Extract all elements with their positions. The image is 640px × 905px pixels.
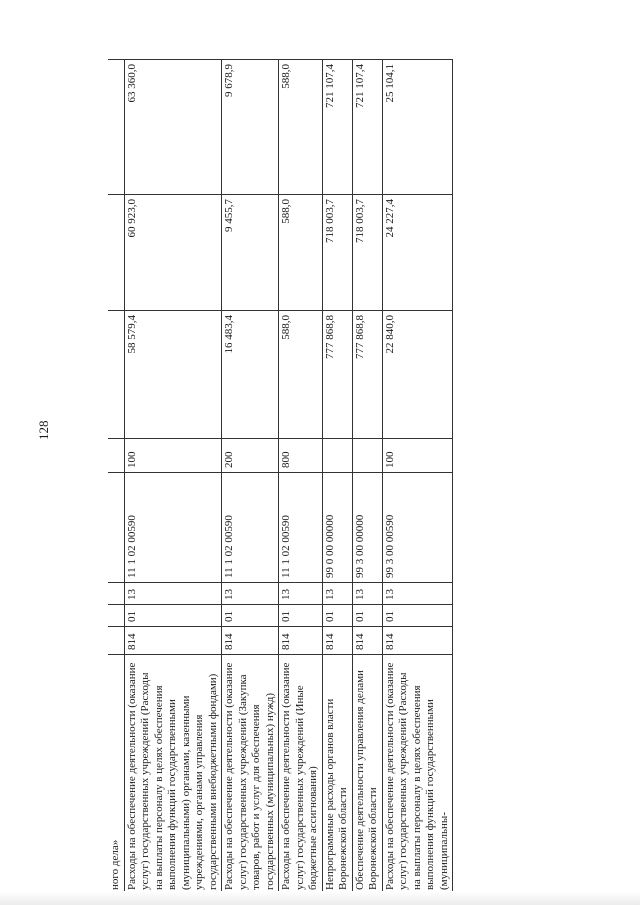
row-name-cell: Расходы на обеспечение деятельности (оказание услуг) государственных учреждений (Закупка товаров, работ и услуг для обеспечения государственных (муниципальных) нужд) (222, 655, 279, 895)
year3-amount-cell: 588,0 (279, 60, 323, 195)
year3-amount-cell: 63 360,0 (124, 60, 222, 195)
pr-cell: 13 (352, 583, 382, 605)
csr-cell: 11 1 02 00590 (222, 473, 279, 583)
gr-cell: 814 (382, 627, 453, 655)
csr-cell: 11 1 02 00590 (124, 473, 222, 583)
row-name-cell: ного дела» (108, 655, 124, 895)
row-name-cell: Расходы на обеспечение деятельности (оказание услуг) государственных учреждений (Иные бюджетные ассигнования) (279, 655, 323, 895)
rz-cell: 01 (322, 605, 352, 627)
year1-amount-cell (108, 311, 124, 439)
year2-amount-cell: 24 227,4 (382, 195, 453, 311)
year2-amount-cell: 60 923,0 (124, 195, 222, 311)
table-row (108, 60, 124, 895)
vr-cell (352, 439, 382, 473)
rz-cell: 01 (382, 605, 453, 627)
table-row (124, 60, 222, 895)
csr-cell (108, 473, 124, 583)
vr-cell: 100 (382, 439, 453, 473)
table-row (279, 60, 323, 895)
year3-amount-cell: 721 107,4 (322, 60, 352, 195)
year2-amount-cell: 718 003,7 (322, 195, 352, 311)
year3-amount-cell: 25 104,1 (382, 60, 453, 195)
vr-cell: 200 (222, 439, 279, 473)
year2-amount-cell: 588,0 (279, 195, 323, 311)
pr-cell: 13 (124, 583, 222, 605)
row-name-cell: Непрограммные расходы органов власти Воронежской области (322, 655, 352, 895)
pr-cell (108, 583, 124, 605)
year2-amount-cell: 9 455,7 (222, 195, 279, 311)
gr-cell: 814 (322, 627, 352, 655)
budget-table (108, 59, 453, 895)
table-row (322, 60, 352, 895)
csr-cell: 11 1 02 00590 (279, 473, 323, 583)
csr-cell: 99 3 00 00590 (382, 473, 453, 583)
vr-cell (108, 439, 124, 473)
row-name-cell: Обеспечение деятельности управления делами Воронежской области (352, 655, 382, 895)
year1-amount-cell: 16 483,4 (222, 311, 279, 439)
table-row (352, 60, 382, 895)
year3-amount-cell (108, 60, 124, 195)
csr-cell: 99 3 00 00000 (352, 473, 382, 583)
pr-cell: 13 (222, 583, 279, 605)
year1-amount-cell: 777 868,8 (352, 311, 382, 439)
gr-cell: 814 (279, 627, 323, 655)
scan-edge-shadow (0, 891, 640, 905)
table-row (382, 60, 453, 895)
rz-cell: 01 (124, 605, 222, 627)
year1-amount-cell: 22 840,0 (382, 311, 453, 439)
gr-cell: 814 (124, 627, 222, 655)
vr-cell: 800 (279, 439, 323, 473)
vr-cell (322, 439, 352, 473)
pr-cell: 13 (382, 583, 453, 605)
rz-cell (108, 605, 124, 627)
gr-cell: 814 (222, 627, 279, 655)
year1-amount-cell: 777 868,8 (322, 311, 352, 439)
gr-cell (108, 627, 124, 655)
row-name-cell: Расходы на обеспечение деятельности (оказание услуг) государственных учреждений (Расходы на выплаты персоналу в целях обеспечения выполнения функций государственными (муниципальными) органами, казенными учреждениями, органами управления государственными внебюджетными фондами) (124, 655, 222, 895)
rz-cell: 01 (279, 605, 323, 627)
csr-cell: 99 0 00 00000 (322, 473, 352, 583)
year3-amount-cell: 721 107,4 (352, 60, 382, 195)
year2-amount-cell (108, 195, 124, 311)
page-number: 128 (36, 420, 51, 440)
year3-amount-cell: 9 678,9 (222, 60, 279, 195)
year1-amount-cell: 588,0 (279, 311, 323, 439)
row-name-cell: Расходы на обеспечение деятельности (оказание услуг) государственных учреждений (Расходы на выплаты персоналу в целях обеспечения выполнения функций государственными (муниципальны- (382, 655, 453, 895)
pr-cell: 13 (322, 583, 352, 605)
gr-cell: 814 (352, 627, 382, 655)
rz-cell: 01 (352, 605, 382, 627)
year1-amount-cell: 58 579,4 (124, 311, 222, 439)
rotated-table-wrapper (108, 60, 453, 895)
vr-cell: 100 (124, 439, 222, 473)
rz-cell: 01 (222, 605, 279, 627)
table-row (222, 60, 279, 895)
pr-cell: 13 (279, 583, 323, 605)
year2-amount-cell: 718 003,7 (352, 195, 382, 311)
